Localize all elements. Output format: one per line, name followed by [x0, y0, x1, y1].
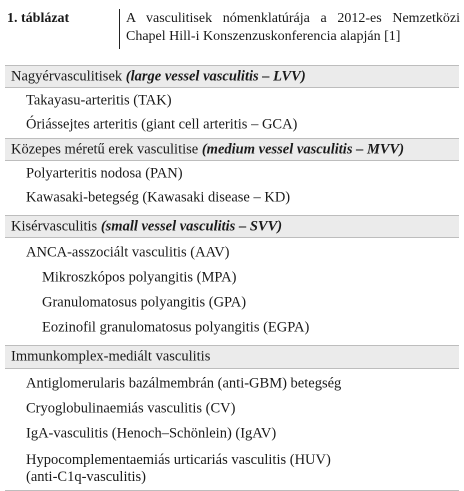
list-item — [5, 89, 459, 113]
item-text: Óriássejtes arteritis (giant cell arteritis – GCA) — [26, 116, 298, 133]
group-title: Nagyérvasculitisek — [11, 68, 123, 84]
group-header-large-vessel — [5, 65, 459, 88]
list-item — [5, 266, 459, 290]
list-item — [5, 372, 459, 396]
list-item — [5, 448, 459, 488]
list-item — [5, 397, 459, 421]
group-header-immune-complex — [5, 345, 459, 369]
item-text: Hypocomplementaemiás urticariás vasculitis (HUV) (anti-C1q-vasculitis) — [26, 452, 331, 485]
table-number: 1. táblázat — [7, 11, 70, 26]
item-text: Takayasu-arteritis (TAK) — [26, 92, 172, 109]
group-title: Immunkomplex-mediált vasculitis — [11, 348, 211, 365]
item-text: Kawasaki-betegség (Kawasaki disease – KD) — [26, 189, 291, 206]
list-item — [5, 291, 459, 315]
list-item — [5, 162, 459, 186]
item-text: Antiglomerularis bazálmembrán (anti-GBM) betegség — [26, 375, 342, 392]
group-header-text — [11, 218, 282, 235]
vasculitis-nomenclature-table — [5, 65, 459, 491]
group-header-medium-vessel — [5, 138, 459, 161]
group-header-text — [11, 349, 210, 366]
item-text: Polyarteritis nodosa (PAN) — [26, 165, 183, 182]
group-title: Kisérvasculitis — [11, 218, 98, 234]
group-title: Közepes méretű erek vasculitise — [11, 141, 199, 157]
list-item — [5, 422, 459, 446]
item-text: Eozinofil granulomatosus polyangitis (EGPA) — [42, 319, 310, 336]
table-caption — [0, 0, 464, 60]
caption-text: A vasculitisek nómenklatúrája a 2012-es Nemzetközi Chapel Hill-i Konszenzuskonferencia alapján [1] — [126, 11, 460, 44]
group-header-small-vessel — [5, 215, 459, 238]
group-title-english: (small vessel vasculitis – SVV) — [100, 218, 283, 234]
item-text: ANCA-asszociált vasculitis (AAV) — [26, 244, 230, 261]
group-header-text — [11, 141, 404, 158]
list-item — [5, 113, 459, 137]
group-header-text — [11, 68, 306, 85]
list-item — [5, 316, 459, 340]
item-text: Granulomatosus polyangitis (GPA) — [42, 294, 247, 311]
item-text: IgA-vasculitis (Henoch–Schönlein) (IgAV) — [26, 425, 277, 442]
group-title-english: (medium vessel vasculitis – MVV) — [201, 141, 405, 157]
item-text: Mikroszkópos polyangitis (MPA) — [42, 269, 237, 286]
group-title-english: (large vessel vasculitis – LVV) — [125, 68, 306, 84]
caption-divider — [119, 9, 120, 49]
list-item — [5, 241, 459, 265]
item-text: Cryoglobulinaemiás vasculitis (CV) — [26, 400, 236, 417]
list-item — [5, 186, 459, 210]
